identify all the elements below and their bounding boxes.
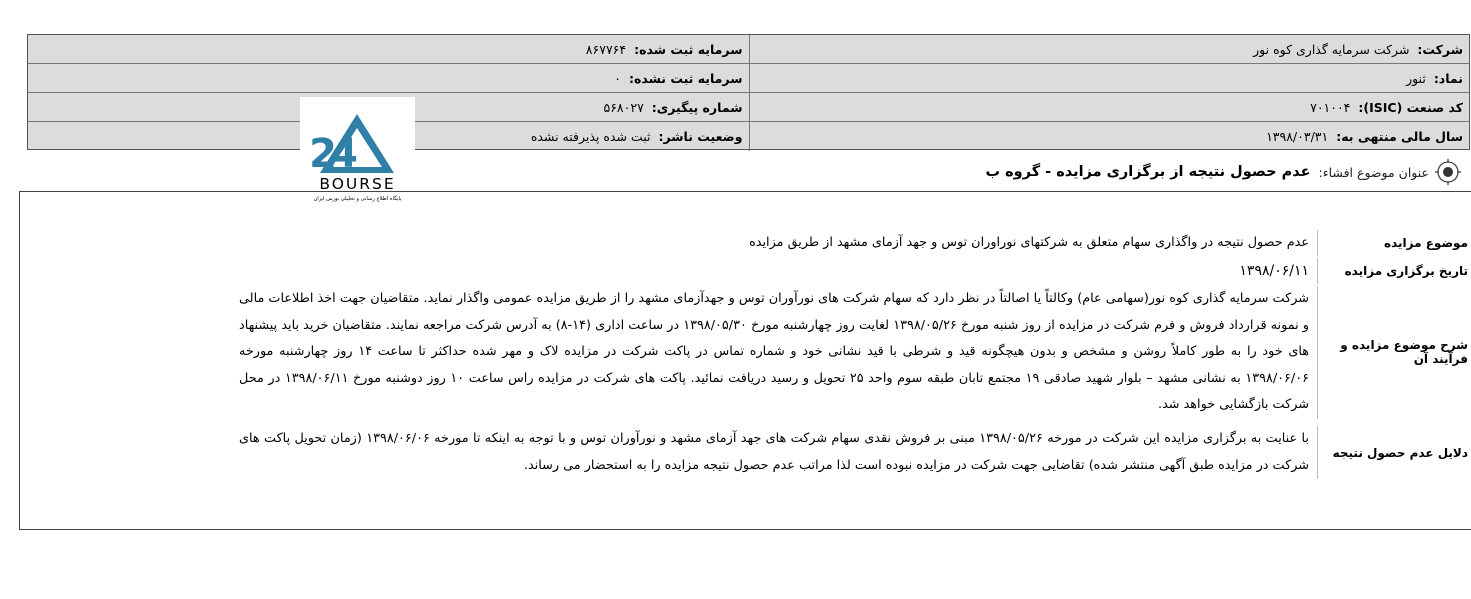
company-info-table (27, 34, 1470, 150)
subject-row (709, 230, 1471, 256)
reasons-label: دلایل عدم حصول نتیجه (1332, 445, 1468, 460)
info-row (28, 93, 1469, 122)
company-label: شرکت: (1417, 41, 1463, 57)
registered-capital-value: ۸۶۷۷۶۴ (585, 41, 627, 57)
bourse-logo-mark (300, 97, 415, 204)
svg-text:2: 2 (309, 131, 337, 177)
description-value: شرکت سرمایه گذاری کوه نور(سهامی عام) وکالتاً یا اصالتاً در نظر دارد که سهام شرکت های نورآوران توس و جهدآزمای مشهد را از طریق مزایده عمومی واگذار نماید. متقاضیان جهت اخذ اطلاعات مالی و نمونه قرارداد فروش و فرم شرکت در مزایده از روز شنبه مورخ ۱۳۹۸/۰۵/۲۶ لغایت روز چهارشنبه مورخ ۱۳۹۸/۰۵/۳۰ در ساعت اداری (۱۴-۸) به آدرس شرکت مراجعه نمایند. متقاضیان خرید باید پیشنهاد های خود را به طور کاملاً روشن و مشخص و بدون هیچگونه قید و شرطی با قید نشانی خود و شماره تماس در پاکت شرکت در مزایده لاک و مهر شده حداکثر تا ساعت ۱۴ روز چهارشنبه مورخه ۱۳۹۸/۰۶/۰۶ به نشانی مشهد – بلوار شهید صادقی ۱۹ مجتمع تابان طبقه سوم واحد ۲۵ تحویل و رسید دریافت نمائید. پاکت های شرکت در مزایده راس ساعت ۱۰ روز دوشنبه مورخ ۱۳۹۸/۰۶/۱۱ در محل شرکت بازگشایی خواهد شد. (239, 286, 1318, 419)
isic-label: کد صنعت (ISIC): (1358, 99, 1463, 115)
company-value: شرکت سرمایه گذاری کوه نور (1253, 41, 1410, 57)
disclosure-title (985, 158, 1461, 186)
fiscal-year-value: ۱۳۹۸/۰۳/۳۱ (1266, 129, 1329, 144)
isic-cell (749, 93, 1470, 121)
symbol-value: ثنور (1406, 70, 1426, 86)
svg-text:4: 4 (330, 131, 358, 177)
reasons-value: با عنایت به برگزاری مزایده این شرکت در مورخه ۱۳۹۸/۰۵/۲۶ مبنی بر فروش نقدی سهام شرکت های جهد آزمای مشهد و نورآوران توس و با توجه به اینکه تا مورخه ۱۳۹۸/۰۶/۰۶ (زمان تحویل پاکت های شرکت در مزایده طبق آگهی منتشر شده) تقاضایی جهت شرکت در مزایده نبوده است لذا مراتب عدم حصول نتیجه مزایده را به استحضار می رساند. (239, 426, 1318, 479)
disclosure-title-value: عدم حصول نتیجه از برگزاری مزایده - گروه ب (985, 164, 1311, 180)
publisher-status-label: وضعیت ناشر: (658, 129, 743, 144)
subject-value: عدم حصول نتیجه در واگذاری سهام متعلق به شرکتهای نوراوران توس و جهد آزمای مشهد از طریق مزایده (709, 230, 1318, 256)
reasons-row (239, 426, 1471, 479)
logo-subtitle: پایگاه اطلاع رسانی و تحلیلی بورس ایران (313, 196, 402, 202)
isic-value: ۷۰۱۰۰۴ (1310, 99, 1351, 115)
company-cell (749, 35, 1470, 63)
unregistered-capital-cell (28, 64, 749, 92)
bourse-logo (300, 97, 415, 204)
info-row (28, 35, 1469, 64)
registered-capital-label: سرمایه ثبت شده: (634, 41, 743, 57)
description-row (239, 286, 1471, 419)
unregistered-capital-label: سرمایه ثبت نشده: (628, 70, 743, 86)
unregistered-capital-value: ۰ (614, 70, 621, 86)
info-row (28, 64, 1469, 93)
tracking-label: شماره پیگیری: (651, 99, 743, 115)
disclosure-content (19, 191, 1471, 530)
fiscal-year-label: سال مالی منتهی به: (1336, 129, 1463, 144)
tracking-value: ۵۶۸۰۲۷ (603, 99, 644, 115)
description-label: شرح موضوع مزایده و فرآیند آن (1340, 338, 1468, 367)
symbol-label: نماد: (1433, 70, 1463, 86)
publisher-status-value: ثبت شده پذیرفته نشده (530, 129, 651, 144)
target-icon (1435, 159, 1461, 185)
date-label: تاریخ برگزاری مزایده (1344, 264, 1468, 278)
date-value: ۱۳۹۸/۰۶/۱۱ (1229, 258, 1318, 284)
info-row (28, 122, 1469, 151)
logo-text: BOURSE (319, 175, 396, 193)
fiscal-year-cell (749, 122, 1470, 151)
disclosure-title-label: عنوان موضوع افشاء: (1318, 164, 1429, 180)
subject-label: موضوع مزایده (1384, 236, 1468, 250)
symbol-cell (749, 64, 1470, 92)
registered-capital-cell (28, 35, 749, 63)
date-row (1229, 258, 1471, 284)
